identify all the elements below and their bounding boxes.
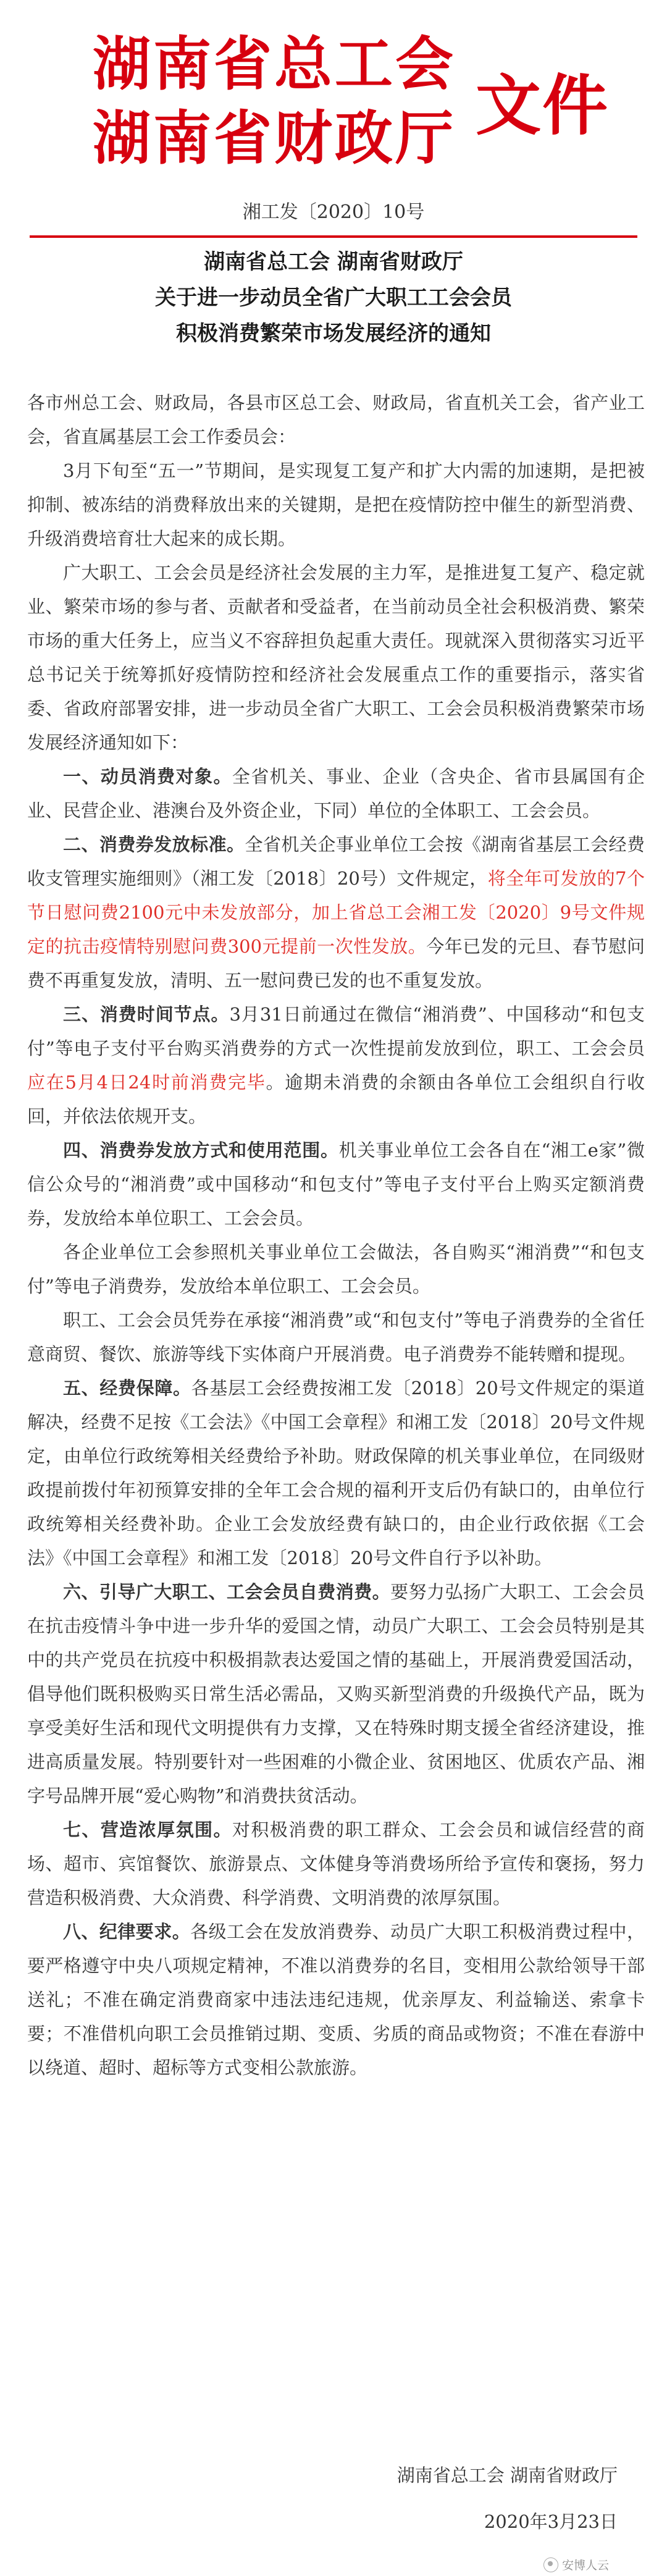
section-3-text-b: 。逾期未消费的余额由各单位工会组织自行收回，并依法依规开支。 xyxy=(27,1072,645,1127)
section-2-highlight: 将全年可发放的7个节日慰问费2100元中未发放部分，加上省总工会湘工发〔2020〕9号文件规定的抗击疫情特别慰问费300元提前一次性发放。 xyxy=(27,868,645,957)
section-6 xyxy=(27,1575,645,1813)
signature-date: 2020年3月23日 xyxy=(484,2511,618,2532)
section-5 xyxy=(27,1371,645,1575)
section-3 xyxy=(27,998,645,1134)
salutation: 各市州总工会、财政局，各县市区总工会、财政局，省直机关工会，省产业工会，省直属基层工会工作委员会： xyxy=(27,392,645,447)
letterhead xyxy=(0,0,667,185)
section-1 xyxy=(27,760,645,828)
section-2-heading: 二、消费券发放标准。 xyxy=(63,834,245,855)
section-8 xyxy=(27,1915,645,2085)
title-line-1: 湖南省总工会 湖南省财政厅 xyxy=(204,250,463,274)
watermark xyxy=(543,2556,609,2573)
section-7 xyxy=(27,1813,645,1915)
section-3-heading: 三、消费时间节点。 xyxy=(63,1004,230,1025)
document-label: 文件 xyxy=(476,68,609,144)
section-3-text-a: 3月31日前通过在微信“湘消费”、中国移动“和包支付”等电子支付平台购买消费券的方式一次性提前发放到位，职工、工会会员 xyxy=(27,1004,645,1059)
section-6-heading: 六、引导广大职工、工会会员自费消费。 xyxy=(63,1581,391,1602)
section-1-text: 全省机关、事业、企业（含央企、省市县属国有企业、民营企业、港澳台及外资企业，下同）单位的全体职工、工会会员。 xyxy=(27,766,645,821)
section-4-heading: 四、消费券发放方式和使用范围。 xyxy=(63,1140,339,1161)
title-line-3: 积极消费繁荣市场发展经济的通知 xyxy=(176,321,491,346)
title-line-2: 关于进一步动员全省广大职工工会会员 xyxy=(155,285,512,310)
section-2 xyxy=(27,828,645,998)
section-4-text: 机关事业单位工会各自在“湘工e家”微信公众号的“湘消费”或中国移动“和包支付”等电子支付平台上购买定额消费券，发放给本单位职工、工会会员。 xyxy=(27,1140,645,1229)
section-5-heading: 五、经费保障。 xyxy=(63,1378,191,1399)
section-5-text: 各基层工会经费按湘工发〔2018〕20号文件规定的渠道解决，经费不足按《工会法》《中国工会章程》和湘工发〔2018〕20号文件规定，由单位行政统筹相关经费给予补助。财政保障的机关事业单位，在同级财政提前拨付年初预算安排的全年工会合规的福利开支后仍有缺口的，由单位行政统筹相关经费补助。企业工会发放经费有缺口的，由企业行政依据《工会法》《中国工会章程》和湘工发〔2018〕20号文件自行予以补助。 xyxy=(27,1378,645,1568)
section-8-heading: 八、纪律要求。 xyxy=(63,1921,191,1942)
section-4-paragraph-3: 职工、工会会员凭券在承接“湘消费”或“和包支付”等电子消费券的全省任意商贸、餐饮、旅游等线下实体商户开展消费。电子消费券不能转赠和提现。 xyxy=(27,1310,645,1365)
watermark-logo-icon xyxy=(543,2557,558,2572)
section-6-text: 要努力弘扬广大职工、工会会员在抗击疫情斗争中进一步升华的爱国之情，动员广大职工、工会会员特别是其中的共产党员在抗疫中积极捐款表达爱国之情的基础上，开展消费爱国活动，倡导他们既积极购买日常生活必需品，又购买新型消费的升级换代产品，既为享受美好生活和现代文明提供有力支撑，又在特殊时期支援全省经济建设，推进高质量发展。特别要针对一些困难的小微企业、贫困地区、优质农产品、湘字号品牌开展“爱心购物”和消费扶贫活动。 xyxy=(27,1581,645,1806)
section-2-text-b: 今年已发的元旦、春节慰问费不再重复发放，清明、五一慰问费已发的也不重复发放。 xyxy=(27,936,645,991)
document-number: 湘工发〔2020〕10号 xyxy=(242,201,425,223)
issuer-name-2: 湖南省财政厅 xyxy=(93,105,456,172)
section-3-highlight: 应在5月4日24时前消费完毕 xyxy=(27,1072,266,1093)
section-2-text-a: 全省机关企事业单位工会按《湖南省基层工会经费收支管理实施细则》（湘工发〔2018〕20号）文件规定， xyxy=(27,834,645,889)
red-divider xyxy=(30,235,637,238)
paragraph-context: 广大职工、工会会员是经济社会发展的主力军，是推进复工复产、稳定就业、繁荣市场的参与者、贡献者和受益者，在当前动员全社会积极消费、繁荣市场的重大任务上，应当义不容辞担负起重大责任。现就深入贯彻落实习近平总书记关于统筹抓好疫情防控和经济社会发展重点工作的重要指示，落实省委、省政府部署安排，进一步动员全省广大职工、工会会员积极消费繁荣市场发展经济通知如下： xyxy=(27,562,645,753)
section-7-heading: 七、营造浓厚氛围。 xyxy=(63,1819,232,1840)
document-body xyxy=(27,386,645,2085)
watermark-text: 安博人云 xyxy=(562,2559,610,2572)
section-4-paragraph-2: 各企业单位工会参照机关事业单位工会做法，各自购买“湘消费”“和包支付”等电子消费券，发放给本单位职工、工会会员。 xyxy=(27,1242,645,1297)
section-7-text: 对积极消费的职工群众、工会会员和诚信经营的商场、超市、宾馆餐饮、旅游景点、文体健身等消费场所给予宣传和褒扬，努力营造积极消费、大众消费、科学消费、文明消费的浓厚氛围。 xyxy=(27,1819,645,1908)
paragraph-intro: 3月下旬至“五一”节期间，是实现复工复产和扩大内需的加速期，是把被抑制、被冻结的消费释放出来的关键期，是把在疫情防控中催生的新型消费、升级消费培育壮大起来的成长期。 xyxy=(27,460,645,549)
document-title xyxy=(0,244,667,351)
section-1-heading: 一、动员消费对象。 xyxy=(63,766,232,787)
issuer-name-1: 湖南省总工会 xyxy=(93,31,456,98)
section-8-text: 各级工会在发放消费券、动员广大职工积极消费过程中，要严格遵守中央八项规定精神，不准以消费券的名目，变相用公款给领导干部送礼；不准在确定消费商家中违法违纪违规，优亲厚友、利益输送、索拿卡要；不准借机向职工会员推销过期、变质、劣质的商品或物资；不准在春游中以绕道、超时、超标等方式变相公款旅游。 xyxy=(27,1921,645,2078)
signature-orgs: 湖南省总工会 湖南省财政厅 xyxy=(396,2465,618,2486)
section-4 xyxy=(27,1134,645,1235)
